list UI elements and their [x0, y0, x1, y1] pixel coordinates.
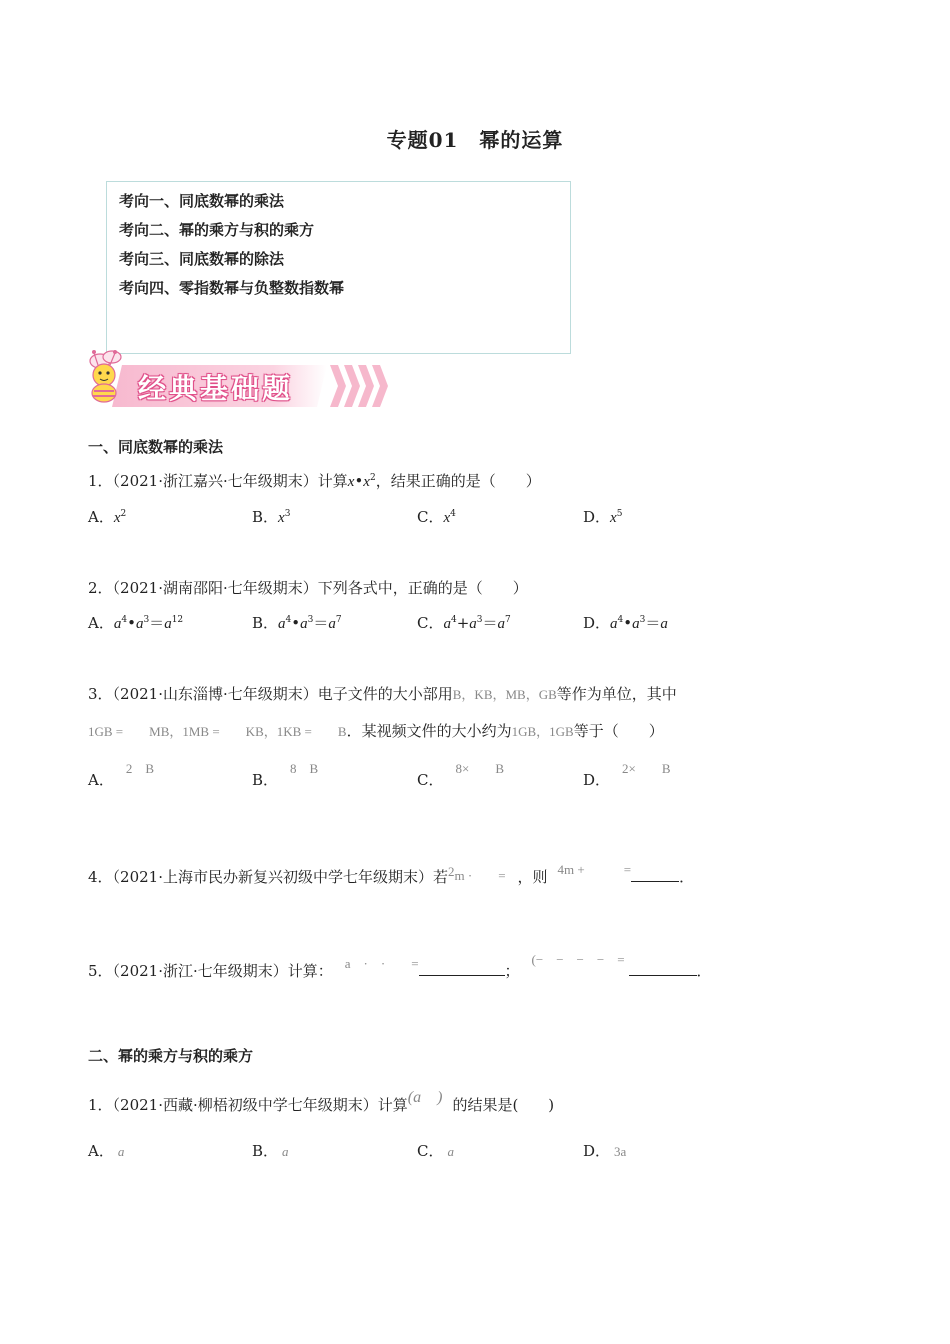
- section-banner: [82, 345, 392, 413]
- answer-blank-2[interactable]: [629, 961, 697, 976]
- question-number: 1．: [88, 1096, 113, 1114]
- question-number: 2．: [88, 579, 113, 597]
- question-3-line-2: 1GB = MB，1MB = KB，1KB = B．某视频文件的大小约为1GB，1GB等于（ ）: [88, 722, 664, 740]
- question-number: 1．: [88, 472, 113, 490]
- s2q1-option-c[interactable]: C． a: [417, 1142, 454, 1160]
- bee-icon: [90, 350, 121, 402]
- toc-item-3: 考向三、同底数幂的除法: [119, 250, 285, 268]
- q2-option-c[interactable]: C．$a^4+a^3=a^7$: [417, 614, 511, 632]
- q2-option-a[interactable]: A．$a^4•a^3=a^{12}$: [88, 614, 184, 632]
- q1-option-b[interactable]: B．$x^3$: [252, 508, 291, 526]
- question-source: （2021·湖南邵阳·七年级期末）下列各式中，正确的是（ ）: [112, 579, 528, 597]
- s2q1-option-a[interactable]: A． a: [88, 1142, 125, 1160]
- question-4: 4．（2021·上海市民办新复兴初级中学七年级期末）若2m · = ，则 4m + = ．: [88, 862, 695, 886]
- question-tail: ，结果正确的是（ ）: [375, 472, 541, 490]
- question-5: 5．（2021·浙江·七年级期末）计算： a · · = ；(− − − − =．: [88, 952, 712, 980]
- answer-blank-1[interactable]: [419, 961, 505, 976]
- toc-item-1: 考向一、同底数幂的乘法: [119, 192, 285, 210]
- q1-option-d[interactable]: D．$x^5$: [583, 508, 623, 526]
- toc-box: [106, 181, 571, 354]
- question-source: （2021·浙江嘉兴·七年级期末）计算: [112, 472, 348, 490]
- q3-option-d[interactable]: D．2× B: [583, 761, 671, 789]
- answer-blank[interactable]: [631, 867, 679, 882]
- q3-option-c[interactable]: C．8× B: [417, 761, 504, 789]
- q2-option-d[interactable]: D．$a^4•a^3=a$: [583, 614, 668, 632]
- section-title-2: 二、幂的乘方与积的乘方: [88, 1047, 254, 1065]
- banner-title: 经典基础题: [138, 372, 294, 405]
- question-source: （2021·浙江·七年级期末）计算：: [112, 962, 333, 980]
- question-source: （2021·山东淄博·七年级期末）电子文件的大小部用: [112, 685, 453, 703]
- section2-question-1: 1．（2021·西藏·柳梧初级中学七年级期末）计算(a ) 的结果是( ): [88, 1089, 555, 1114]
- q1-option-c[interactable]: C．$x^4$: [417, 508, 456, 526]
- toc-item-2: 考向二、幂的乘方与积的乘方: [119, 221, 315, 239]
- toc-item-4: 考向四、零指数幂与负整数指数幂: [119, 279, 345, 297]
- q3-option-b[interactable]: B．8 B: [252, 761, 319, 789]
- question-1: 1．（2021·浙江嘉兴·七年级期末）计算$x•x^2$，结果正确的是（ ）: [88, 472, 541, 490]
- s2q1-option-b[interactable]: B． a: [252, 1142, 289, 1160]
- page-title: 专题01 幂的运算: [386, 128, 564, 152]
- question-number: 4．: [88, 868, 113, 886]
- s2q1-option-d[interactable]: D． 3a: [583, 1142, 627, 1160]
- q2-option-b[interactable]: B．$a^4•a^3=a^7$: [252, 614, 342, 632]
- question-number: 3．: [88, 685, 113, 703]
- question-source: （2021·西藏·柳梧初级中学七年级期末）计算: [112, 1096, 408, 1114]
- section-title-1: 一、同底数幂的乘法: [88, 438, 224, 456]
- q1-option-a[interactable]: A．$x^2$: [88, 508, 127, 526]
- q3-option-a[interactable]: A．2 B: [88, 761, 155, 789]
- question-3: 3．（2021·山东淄博·七年级期末）电子文件的大小部用B，KB，MB，GB等作为单位，其中: [88, 685, 677, 703]
- question-2: [88, 577, 528, 598]
- question-number: 5．: [88, 962, 113, 980]
- question-source: （2021·上海市民办新复兴初级中学七年级期末）若: [112, 868, 448, 886]
